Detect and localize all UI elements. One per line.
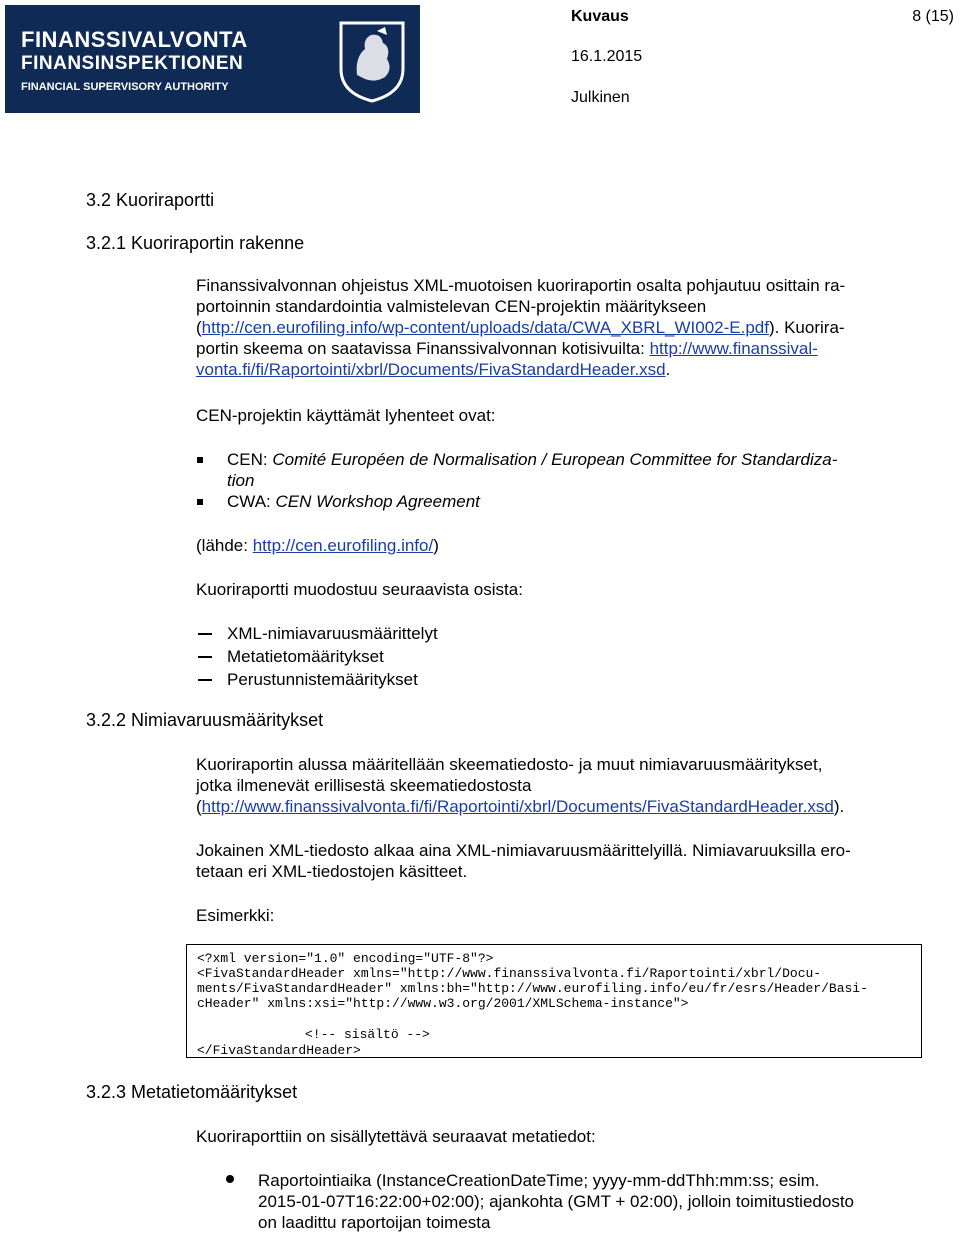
text-line xyxy=(227,449,927,470)
logo-line-3: FINANCIAL SUPERVISORY AUTHORITY xyxy=(21,81,229,93)
page-number: 8 (15) xyxy=(912,8,954,25)
square-bullet-icon xyxy=(197,457,203,463)
lion-crest-icon xyxy=(335,17,409,103)
schema-link-continued[interactable]: vonta.fi/fi/Raportointi/xbrl/Documents/FivaStandardHeader.xsd xyxy=(196,360,666,379)
code-line: cHeader" xmlns:xsi="http://www.w3.org/2001/XMLSchema-instance"> xyxy=(197,996,689,1011)
abbrev-key: CWA: xyxy=(227,492,276,511)
list-item: Perustunnistemääritykset xyxy=(227,670,418,689)
abbreviation-cwa xyxy=(227,491,480,512)
list-item xyxy=(258,1170,928,1233)
section-heading-3-2: 3.2 Kuoriraportti xyxy=(86,190,215,210)
text-line xyxy=(196,796,926,817)
text: ( xyxy=(196,797,202,816)
text-line xyxy=(196,317,926,338)
text: ) xyxy=(433,536,439,555)
dash-bullet-icon xyxy=(198,656,212,658)
dash-bullet-icon xyxy=(198,679,212,681)
dash-bullet-icon xyxy=(198,633,212,635)
text: portin skeema on saatavissa Finanssivalvonnan kotisivuilta: xyxy=(196,339,650,358)
schema-link[interactable]: http://www.finanssival- xyxy=(649,339,818,358)
text-line: Jokainen XML-tiedosto alkaa aina XML-nimiavaruusmäärittelyillä. Nimiavaruuksilla ero- xyxy=(196,841,851,860)
abbrev-value: CEN Workshop Agreement xyxy=(275,492,480,511)
text-line: Kuoriraportin alussa määritellään skeematiedosto- ja muut nimiavaruusmääritykset, xyxy=(196,755,823,774)
metadata-intro: Kuoriraporttiin on sisällytettävä seuraavat metatiedot: xyxy=(196,1127,596,1146)
round-bullet-icon xyxy=(226,1175,234,1183)
parts-intro: Kuoriraportti muodostuu seuraavista osista: xyxy=(196,580,523,599)
text: ). Kuorira- xyxy=(768,318,845,337)
paragraph-intro xyxy=(196,275,926,380)
text-line: Finanssivalvonnan ohjeistus XML-muotoisen kuoriraportin osalta pohjautuu osittain ra- xyxy=(196,276,846,295)
text-line: 2015-01-07T16:22:00+02:00); ajankohta (GMT + 02:00), jolloin toimitustiedosto xyxy=(258,1192,854,1211)
text-line: jotka ilmenevät erillisestä skeematiedostosta xyxy=(196,776,532,795)
code-example xyxy=(186,944,922,1058)
text-line: tetaan eri XML-tiedostojen käsitteet. xyxy=(196,862,468,881)
paragraph-xml-start xyxy=(196,840,926,882)
logo-line-1: FINANSSIVALVONTA xyxy=(21,27,248,52)
logo xyxy=(5,5,420,113)
text-line xyxy=(196,359,926,380)
classification: Julkinen xyxy=(571,89,630,106)
section-heading-3-2-3: 3.2.3 Metatietomääritykset xyxy=(86,1082,298,1102)
abbrev-value: Comité Européen de Normalisation / European Committee for Standardiza- xyxy=(272,450,838,469)
abbrev-key: CEN: xyxy=(227,450,273,469)
code-line: ments/FivaStandardHeader" xmlns:bh="http://www.eurofiling.info/eu/fr/esrs/Header/Basi- xyxy=(197,981,868,996)
example-label: Esimerkki: xyxy=(196,906,275,925)
logo-line-2: FINANSINSPEKTIONEN xyxy=(21,53,244,74)
list-item: Metatietomääritykset xyxy=(227,647,384,666)
fiva-header-link[interactable]: http://www.finanssivalvonta.fi/fi/Raportointi/xbrl/Documents/FivaStandardHeader.xsd xyxy=(201,797,834,816)
cwa-pdf-link[interactable]: http://cen.eurofiling.info/wp-content/uploads/data/CWA_XBRL_WI002-E.pdf xyxy=(201,318,769,337)
section-heading-3-2-1: 3.2.1 Kuoriraportin rakenne xyxy=(86,233,305,253)
text: (lähde: xyxy=(196,536,253,555)
text-line: portoinnin standardointia valmistelevan CEN-projektin määritykseen xyxy=(196,297,707,316)
paragraph-namespaces xyxy=(196,754,926,817)
section-heading-3-2-2: 3.2.2 Nimiavaruusmääritykset xyxy=(86,710,324,730)
text: ). xyxy=(833,797,845,816)
document-date: 16.1.2015 xyxy=(571,48,643,65)
text-line: Raportointiaika (InstanceCreationDateTime; yyyy-mm-ddThh:mm:ss; esim. xyxy=(258,1171,820,1190)
text: ( xyxy=(196,318,202,337)
eurofiling-link[interactable]: http://cen.eurofiling.info/ xyxy=(252,536,434,555)
list-item: XML-nimiavaruusmäärittelyt xyxy=(227,624,438,643)
document-title: Kuvaus xyxy=(571,8,629,25)
abbreviation-cen xyxy=(227,449,927,491)
code-line: <FivaStandardHeader xmlns="http://www.finanssivalvonta.fi/Raportointi/xbrl/Docu- xyxy=(197,966,822,981)
abbreviations-intro: CEN-projektin käyttämät lyhenteet ovat: xyxy=(196,406,496,425)
code-line: <?xml version="1.0" encoding="UTF-8"?> xyxy=(197,951,494,966)
square-bullet-icon xyxy=(197,499,203,505)
abbrev-value-continued: tion xyxy=(227,471,255,490)
code-line: </FivaStandardHeader> xyxy=(197,1043,361,1058)
text-line: on laadittu raportoijan toimesta xyxy=(258,1213,491,1232)
text-line xyxy=(196,338,926,359)
text: . xyxy=(665,360,671,379)
code-line: <!-- sisältö --> xyxy=(305,1027,430,1042)
source-line xyxy=(196,535,439,556)
